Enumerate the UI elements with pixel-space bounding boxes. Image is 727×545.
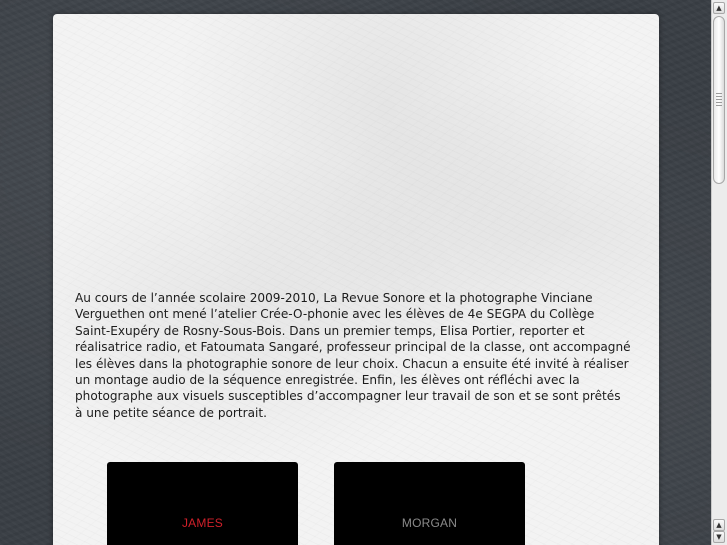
vertical-scrollbar[interactable] (711, 0, 727, 545)
tile-label-morgan: MORGAN (401, 516, 458, 530)
grip-icon (716, 93, 722, 107)
scrollbar-thumb[interactable] (713, 16, 725, 184)
content-page (53, 14, 659, 545)
arrow-up-icon[interactable]: ▲ (713, 2, 725, 14)
arrow-up-icon[interactable]: ▲ (713, 519, 725, 531)
portrait-tile-morgan[interactable] (334, 462, 525, 545)
portrait-tile-james[interactable] (107, 462, 298, 545)
arrow-down-icon[interactable]: ▼ (713, 531, 725, 543)
intro-paragraph: Au cours de l’année scolaire 2009-2010, La Revue Sonore et la photographe Vinciane Verguethen ont mené l’atelier Crée-O-phonie avec les élèves de 4e SEGPA du Collège Saint-Exupéry de Rosny-Sous-Bois. Dans un premier temps, Elisa Portier, reporter et réalisatrice radio, et Fatoumata Sangaré, professeur principal de la classe, ont accompagné les élèves dans la photographie sonore de leur choix. Chacun a ensuite été invité à réaliser un montage audio de la séquence enregistrée. Enfin, les élèves ont réfléchi avec la photographe aux visuels susceptibles d’accompagner leur travail de son et se sont prêtés à une petite séance de portrait. (75, 291, 631, 420)
tile-label-james: JAMES (181, 516, 223, 530)
